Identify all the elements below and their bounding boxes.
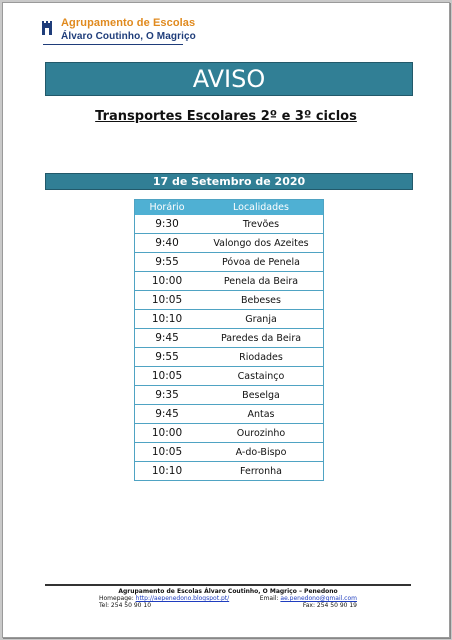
email-label: Email: bbox=[259, 595, 279, 602]
footer-phone-row bbox=[45, 602, 411, 609]
table-row bbox=[135, 310, 324, 329]
table-row bbox=[135, 405, 324, 424]
table-row bbox=[135, 462, 324, 481]
table-row bbox=[135, 386, 324, 405]
locality-cell: A-do-Bispo bbox=[199, 443, 324, 462]
locality-cell: Ourozinho bbox=[199, 424, 324, 443]
time-cell: 9:40 bbox=[135, 234, 200, 253]
table-row bbox=[135, 329, 324, 348]
locality-cell: Castainço bbox=[199, 367, 324, 386]
time-cell: 10:05 bbox=[135, 291, 200, 310]
email-link[interactable]: ae.penedono@gmail.com bbox=[280, 595, 357, 602]
locality-cell: Penela da Beira bbox=[199, 272, 324, 291]
footer bbox=[45, 588, 411, 609]
locality-cell: Valongo dos Azeites bbox=[199, 234, 324, 253]
time-cell: 9:30 bbox=[135, 215, 200, 234]
locality-cell: Trevões bbox=[199, 215, 324, 234]
time-cell: 10:05 bbox=[135, 367, 200, 386]
table-row bbox=[135, 424, 324, 443]
column-header-horario: Horário bbox=[135, 200, 200, 216]
org-subtitle: Álvaro Coutinho, O Magriço bbox=[61, 31, 196, 42]
document-page bbox=[2, 2, 450, 638]
document-subtitle: Transportes Escolares 2º e 3º ciclos bbox=[95, 109, 357, 124]
table-row bbox=[135, 367, 324, 386]
table-row bbox=[135, 291, 324, 310]
table-row bbox=[135, 443, 324, 462]
time-cell: 9:55 bbox=[135, 253, 200, 272]
homepage-label: Homepage: bbox=[99, 595, 134, 602]
locality-cell: Ferronha bbox=[240, 465, 282, 477]
footer-email bbox=[260, 595, 357, 602]
locality-cell: Riodades bbox=[199, 348, 324, 367]
time-cell: 9:35 bbox=[135, 386, 200, 405]
time-cell: 9:45 bbox=[135, 329, 200, 348]
time-cell: 10:00 bbox=[135, 424, 200, 443]
footer-fax: Fax: 254 50 90 19 bbox=[302, 602, 357, 609]
footer-divider bbox=[45, 584, 411, 586]
table-row bbox=[135, 215, 324, 234]
time-cell: 10:10 bbox=[151, 465, 183, 477]
schedule-table bbox=[134, 199, 324, 481]
header-divider bbox=[43, 44, 183, 45]
school-logo-icon bbox=[41, 19, 53, 36]
date-banner: 17 de Setembro de 2020 bbox=[45, 173, 413, 190]
homepage-link[interactable]: http://aepenedono.blogspot.pt/ bbox=[135, 595, 230, 602]
locality-cell: Antas bbox=[199, 405, 324, 424]
time-cell: 10:10 bbox=[135, 310, 200, 329]
time-cell: 9:55 bbox=[135, 348, 200, 367]
time-cell: 10:00 bbox=[135, 272, 200, 291]
table-row bbox=[135, 348, 324, 367]
time-cell: 10:05 bbox=[135, 443, 200, 462]
locality-cell: Bebeses bbox=[199, 291, 324, 310]
table-header-row bbox=[135, 200, 324, 216]
footer-tel: Tel: 254 50 90 10 bbox=[99, 602, 152, 609]
locality-cell: Paredes da Beira bbox=[199, 329, 324, 348]
footer-homepage bbox=[99, 595, 229, 602]
footer-title: Agrupamento de Escolas Álvaro Coutinho, O Magriço – Penedono bbox=[118, 588, 338, 595]
org-name: Agrupamento de Escolas bbox=[61, 17, 196, 29]
locality-cell: Póvoa de Penela bbox=[199, 253, 324, 272]
aviso-banner: AVISO bbox=[45, 62, 413, 96]
locality-cell: Beselga bbox=[199, 386, 324, 405]
table-row bbox=[135, 253, 324, 272]
time-cell: 9:45 bbox=[135, 405, 200, 424]
footer-contacts-row bbox=[45, 595, 411, 602]
table-row bbox=[135, 234, 324, 253]
locality-cell: Granja bbox=[199, 310, 324, 329]
column-header-localidades: Localidades bbox=[199, 200, 324, 216]
table-row bbox=[135, 272, 324, 291]
